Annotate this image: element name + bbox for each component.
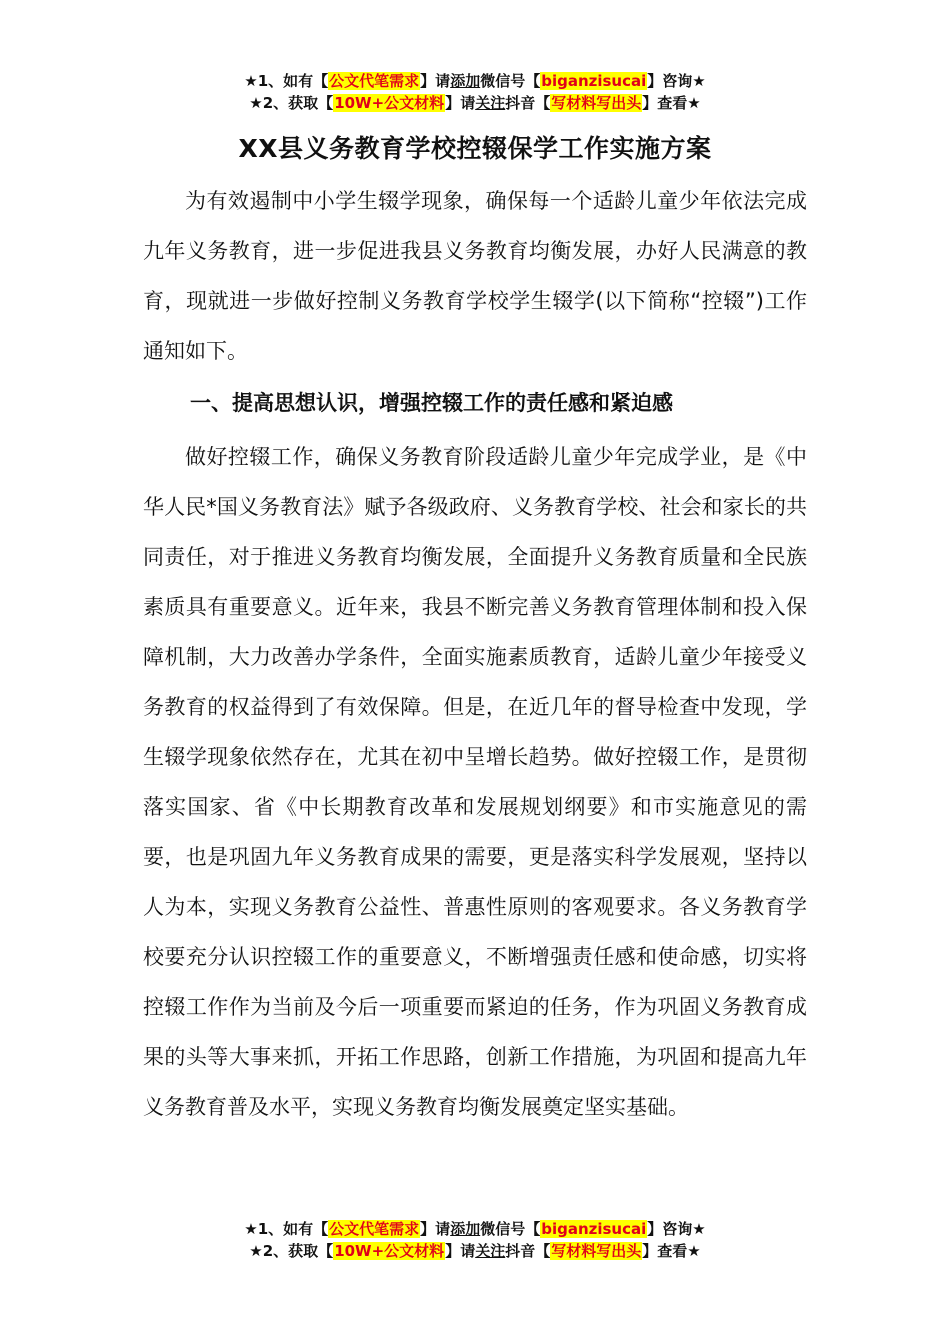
- promo-text: 】咨询★: [647, 1220, 706, 1238]
- promo-text: 抖音【: [505, 1242, 551, 1260]
- promo-text: 】请: [445, 1242, 476, 1260]
- promo-highlight-wechat-id: biganzisucai: [541, 72, 647, 90]
- promo-text: 抖音【: [505, 94, 551, 112]
- promo-highlight: 10W+公文材料: [334, 1242, 445, 1260]
- promo-underline: 添加: [450, 72, 481, 90]
- promo-text: 】请: [420, 72, 451, 90]
- document-title: XX县义务教育学校控辍保学工作实施方案: [238, 134, 712, 163]
- section-heading: 一、提高思想认识，增强控辍工作的责任感和紧迫感: [190, 391, 673, 415]
- promo-highlight: 10W+公文材料: [334, 94, 445, 112]
- promo-text: ★2、获取【: [249, 94, 334, 112]
- promo-text: 微信号【: [480, 1220, 541, 1238]
- promo-text: 微信号【: [480, 72, 541, 90]
- paragraph-text: 做好控辍工作，确保义务教育阶段适龄儿童少年完成学业，是《中华人民*国义务教育法》赋予各级政府、义务教育学校、社会和家长的共同责任，对于推进义务教育均衡发展，全面提升义务教育质量和全民族素质具有重要意义。近年来，我县不断完善义务教育管理体制和投入保障机制，大力改善办学条件，全面实施素质教育，适龄儿童少年接受义务教育的权益得到了有效保障。但是，在近几年的督导检查中发现，学生辍学现象依然存在，尤其在初中呈增长趋势。做好控辍工作，是贯彻落实国家、省《中长期教育改革和发展规划纲要》和市实施意见的需要，也是巩固九年义务教育成果的需要，更是落实科学发展观，坚持以人为本，实现义务教育公益性、普惠性原则的客观要求。各义务教育学校要充分认识控辍工作的重要意义，不断增强责任感和使命感，切实将控辍工作作为当前及今后一项重要而紧迫的任务，作为巩固义务教育成果的头等大事来抓，开拓工作思路，创新工作措施，为巩固和提高九年义务教育普及水平，实现义务教育均衡发展奠定坚实基础。: [143, 445, 807, 1119]
- promo-text: 】查看★: [642, 1242, 701, 1260]
- promo-highlight-douyin-id: 写材料写出头: [551, 1242, 642, 1260]
- promo-line-1: [0, 1218, 950, 1240]
- promo-underline: 关注: [475, 1242, 506, 1260]
- promo-text: ★1、如有【: [244, 72, 329, 90]
- promo-text: 】咨询★: [647, 72, 706, 90]
- promo-text: ★1、如有【: [244, 1220, 329, 1238]
- promo-text: 】查看★: [642, 94, 701, 112]
- promo-line-2: [0, 1240, 950, 1262]
- promo-line-2: [0, 92, 950, 114]
- promo-text: 】请: [420, 1220, 451, 1238]
- promo-highlight-wechat-id: biganzisucai: [541, 1220, 647, 1238]
- promo-text: 】请: [445, 94, 476, 112]
- promo-text: ★2、获取【: [249, 1242, 334, 1260]
- promo-highlight: 公文代笔需求: [329, 1220, 420, 1238]
- promo-highlight: 公文代笔需求: [329, 72, 420, 90]
- promo-line-1: [0, 70, 950, 92]
- paragraph-intro: [143, 176, 807, 376]
- promo-underline: 添加: [450, 1220, 481, 1238]
- paragraph-section-1: [143, 432, 807, 1132]
- promo-banner-bottom: [0, 1218, 950, 1262]
- promo-highlight-douyin-id: 写材料写出头: [551, 94, 642, 112]
- promo-banner-top: [0, 70, 950, 114]
- paragraph-text: 为有效遏制中小学生辍学现象，确保每一个适龄儿童少年依法完成九年义务教育，进一步促进我县义务教育均衡发展，办好人民满意的教育，现就进一步做好控制义务教育学校学生辍学(以下简称“控辍”)工作通知如下。: [143, 189, 807, 363]
- promo-underline: 关注: [475, 94, 506, 112]
